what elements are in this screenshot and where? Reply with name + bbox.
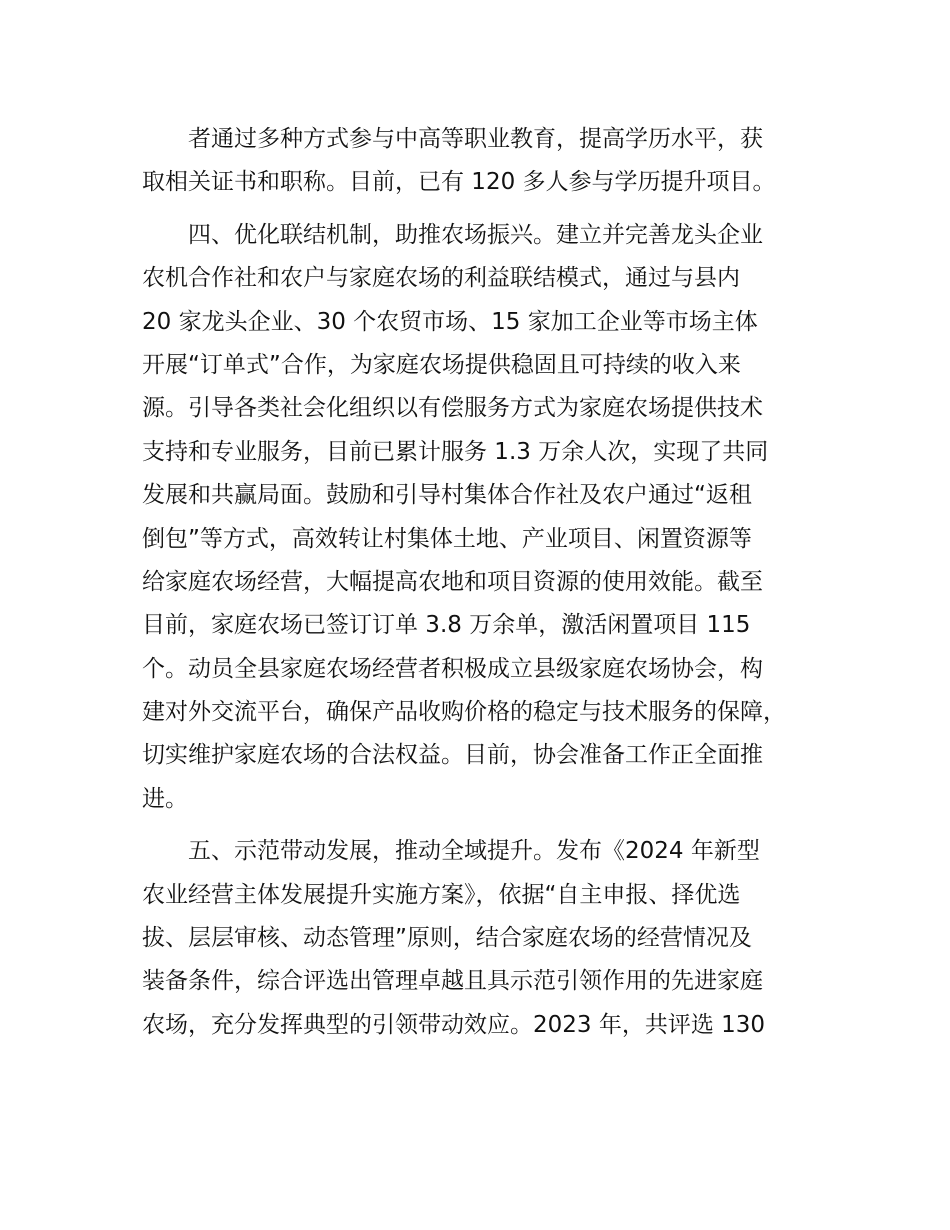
text-line: 农机合作社和农户与家庭农场的利益联结模式，通过与县内 (142, 265, 740, 292)
text-line: 取相关证书和职称。目前，已有 120 多人参与学历提升项目。 (142, 169, 776, 196)
text-line: 拔、层层审核、动态管理”原则，结合家庭农场的经营情况及 (142, 925, 752, 952)
text-line: 发展和共赢局面。鼓励和引导村集体合作社及农户通过“返租 (142, 482, 752, 509)
text-line: 装备条件，综合评选出管理卓越且具示范引领作用的先进家庭 (142, 968, 763, 995)
text-line: 源。引导各类社会化组织以有偿服务方式为家庭农场提供技术 (142, 395, 763, 422)
text-line: 20 家龙头企业、30 个农贸市场、15 家加工企业等市场主体 (142, 308, 758, 335)
text-line: 农场，充分发挥典型的引领带动效应。2023 年，共评选 130 (142, 1011, 766, 1038)
text-line: 倒包”等方式，高效转让村集体土地、产业项目、闲置资源等 (142, 525, 752, 552)
text-line: 开展“订单式”合作，为家庭农场提供稳固且可持续的收入来 (142, 351, 741, 378)
text-line: 者通过多种方式参与中高等职业教育，提高学历水平，获 (142, 126, 763, 152)
paragraph-education (142, 118, 822, 205)
text-line: 四、优化联结机制，助推农场振兴。建立并完善龙头企业 (142, 221, 763, 248)
text-line: 个。动员全县家庭农场经营者积极成立县级家庭农场协会，构 (142, 655, 763, 682)
text-line: 支持和专业服务，目前已累计服务 1.3 万余人次，实现了共同 (142, 438, 769, 465)
text-line: 农业经营主体发展提升实施方案》，依据“自主申报、择优选 (142, 881, 741, 908)
text-line: 建对外交流平台，确保产品收购价格的稳定与技术服务的保障， (142, 699, 786, 726)
paragraph-section-five (142, 830, 822, 1047)
text-line: 切实维护家庭农场的合法权益。目前，协会准备工作正全面推 (142, 742, 763, 769)
document-body (142, 118, 822, 1047)
text-line: 给家庭农场经营，大幅提高农地和项目资源的使用效能。截至 (142, 568, 763, 595)
text-line: 进。 (142, 785, 188, 812)
paragraph-section-four (142, 214, 822, 821)
text-line: 目前，家庭农场已签订订单 3.8 万余单，激活闲置项目 115 (142, 612, 751, 639)
text-line: 五、示范带动发展，推动全域提升。发布《2024 年新型 (142, 838, 760, 865)
